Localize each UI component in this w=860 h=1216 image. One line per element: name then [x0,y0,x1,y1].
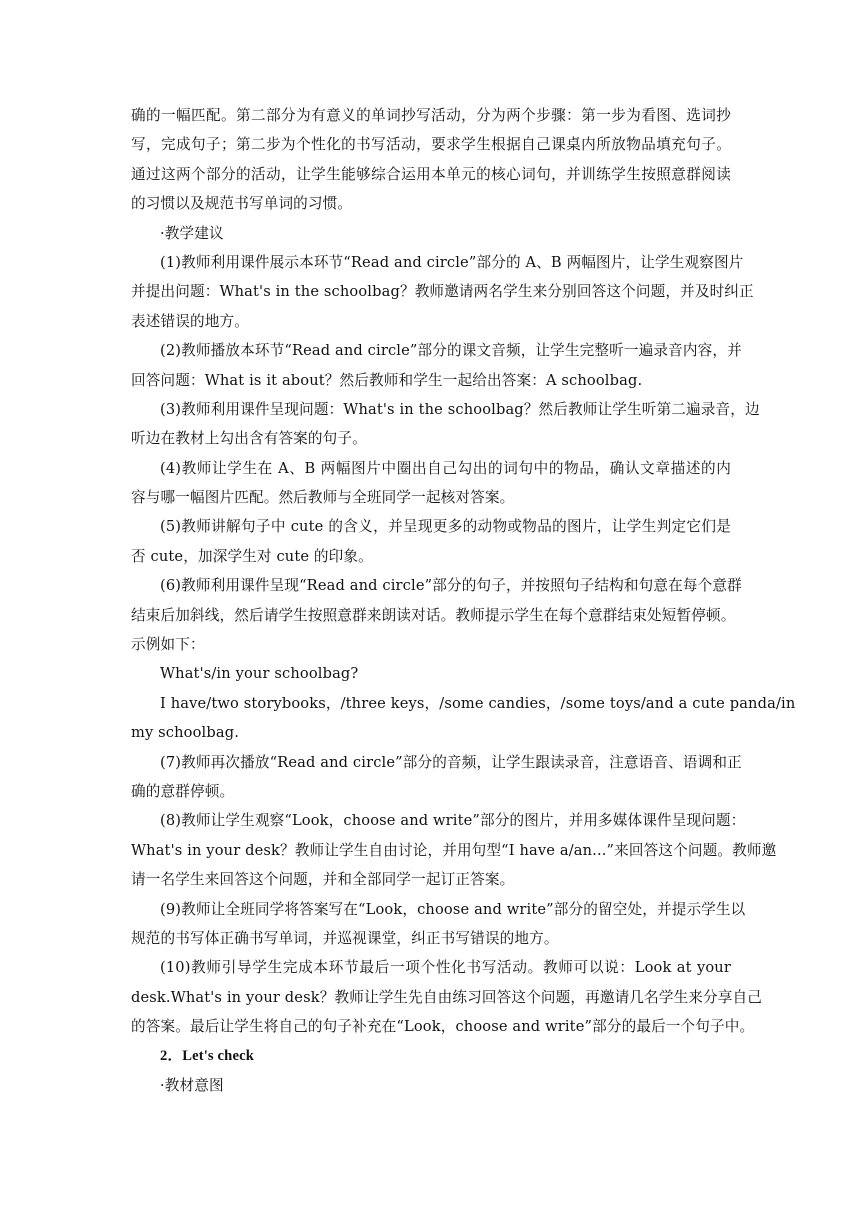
text-line: ·教学建议 [160,224,224,242]
text-line: 容与哪一幅图片匹配。然后教师与全班同学一起核对答案。 [131,489,515,507]
text-line: ·教材意图 [160,1076,224,1094]
text-line: 确的一幅匹配。第二部分为有意义的单词抄写活动，分为两个步骤：第一步为看图、选词抄 [131,107,731,124]
text-line: I have/two storybooks，/three keys，/some candies，/some toys/and a cute panda/in [160,694,796,712]
section-heading: 2．Let's check [160,1047,254,1064]
text-line: 听边在教材上勾出含有答案的句子。 [131,430,367,448]
text-line: (8)教师让学生观察“Look，choose and write”部分的图片，并用多媒体课件呈现问题： [160,812,746,830]
text-line: (4)教师让学生在 A、B 两幅图片中圈出自己勾出的词句中的物品，确认文章描述的内 [160,459,731,477]
text-line: my schoolbag. [131,724,239,742]
text-line: 的习惯以及规范书写单词的习惯。 [131,195,353,213]
text-line: 请一名学生来回答这个问题，并和全部同学一起订正答案。 [131,871,515,889]
text-line: What's/in your schoolbag? [160,665,359,683]
text-line: 回答问题：What is it about？然后教师和学生一起给出答案：A schoolbag. [131,371,643,389]
text-line: 示例如下： [131,636,205,654]
text-line: (10)教师引导学生完成本环节最后一项个性化书写活动。教师可以说：Look at your [160,959,731,977]
text-line: 表述错误的地方。 [131,312,249,330]
text-line: 结束后加斜线，然后请学生按照意群来朗读对话。教师提示学生在每个意群结束处短暂停顿。 [131,606,736,624]
text-line: What's in your desk？教师让学生自由讨论，并用句型“I have a/an...”来回答这个问题。教师邀 [131,841,777,859]
text-line: 规范的书写体正确书写单词，并巡视课堂，纠正书写错误的地方。 [131,929,559,947]
text-line: (9)教师让全班同学将答案写在“Look，choose and write”部分的留空处，并提示学生以 [160,900,746,918]
document-page [131,101,796,1100]
text-line: (6)教师利用课件呈现“Read and circle”部分的句子，并按照句子结构和句意在每个意群 [160,577,742,595]
text-line: (1)教师利用课件展示本环节“Read and circle”部分的 A、B 两幅图片，让学生观察图片 [160,253,744,271]
text-line: (2)教师播放本环节“Read and circle”部分的课文音频，让学生完整听一遍录音内容，并 [160,342,742,360]
text-line: 否 cute，加深学生对 cute 的印象。 [131,547,373,565]
text-line: 并提出问题：What's in the schoolbag？教师邀请两名学生来分别回答这个问题，并及时纠正 [131,283,754,301]
text-line: 通过这两个部分的活动，让学生能够综合运用本单元的核心词句，并训练学生按照意群阅读 [131,165,731,183]
text-line: (5)教师讲解句子中 cute 的含义，并呈现更多的动物或物品的图片，让学生判定它们是 [160,518,731,536]
text-line: desk.What's in your desk？教师让学生先自由练习回答这个问题，再邀请几名学生来分享自己 [131,988,763,1006]
text-line: 确的意群停顿。 [131,782,235,800]
text-line: 写，完成句子；第二步为个性化的书写活动，要求学生根据自己课桌内所放物品填充句子。 [131,136,731,154]
text-line: (7)教师再次播放“Read and circle”部分的音频，让学生跟读录音，注意语音、语调和正 [160,753,742,771]
text-line: (3)教师利用课件呈现问题：What's in the schoolbag？然后教师让学生听第二遍录音，边 [160,400,760,418]
text-line: 的答案。最后让学生将自己的句子补充在“Look，choose and write”部分的最后一个句子中。 [131,1018,755,1036]
